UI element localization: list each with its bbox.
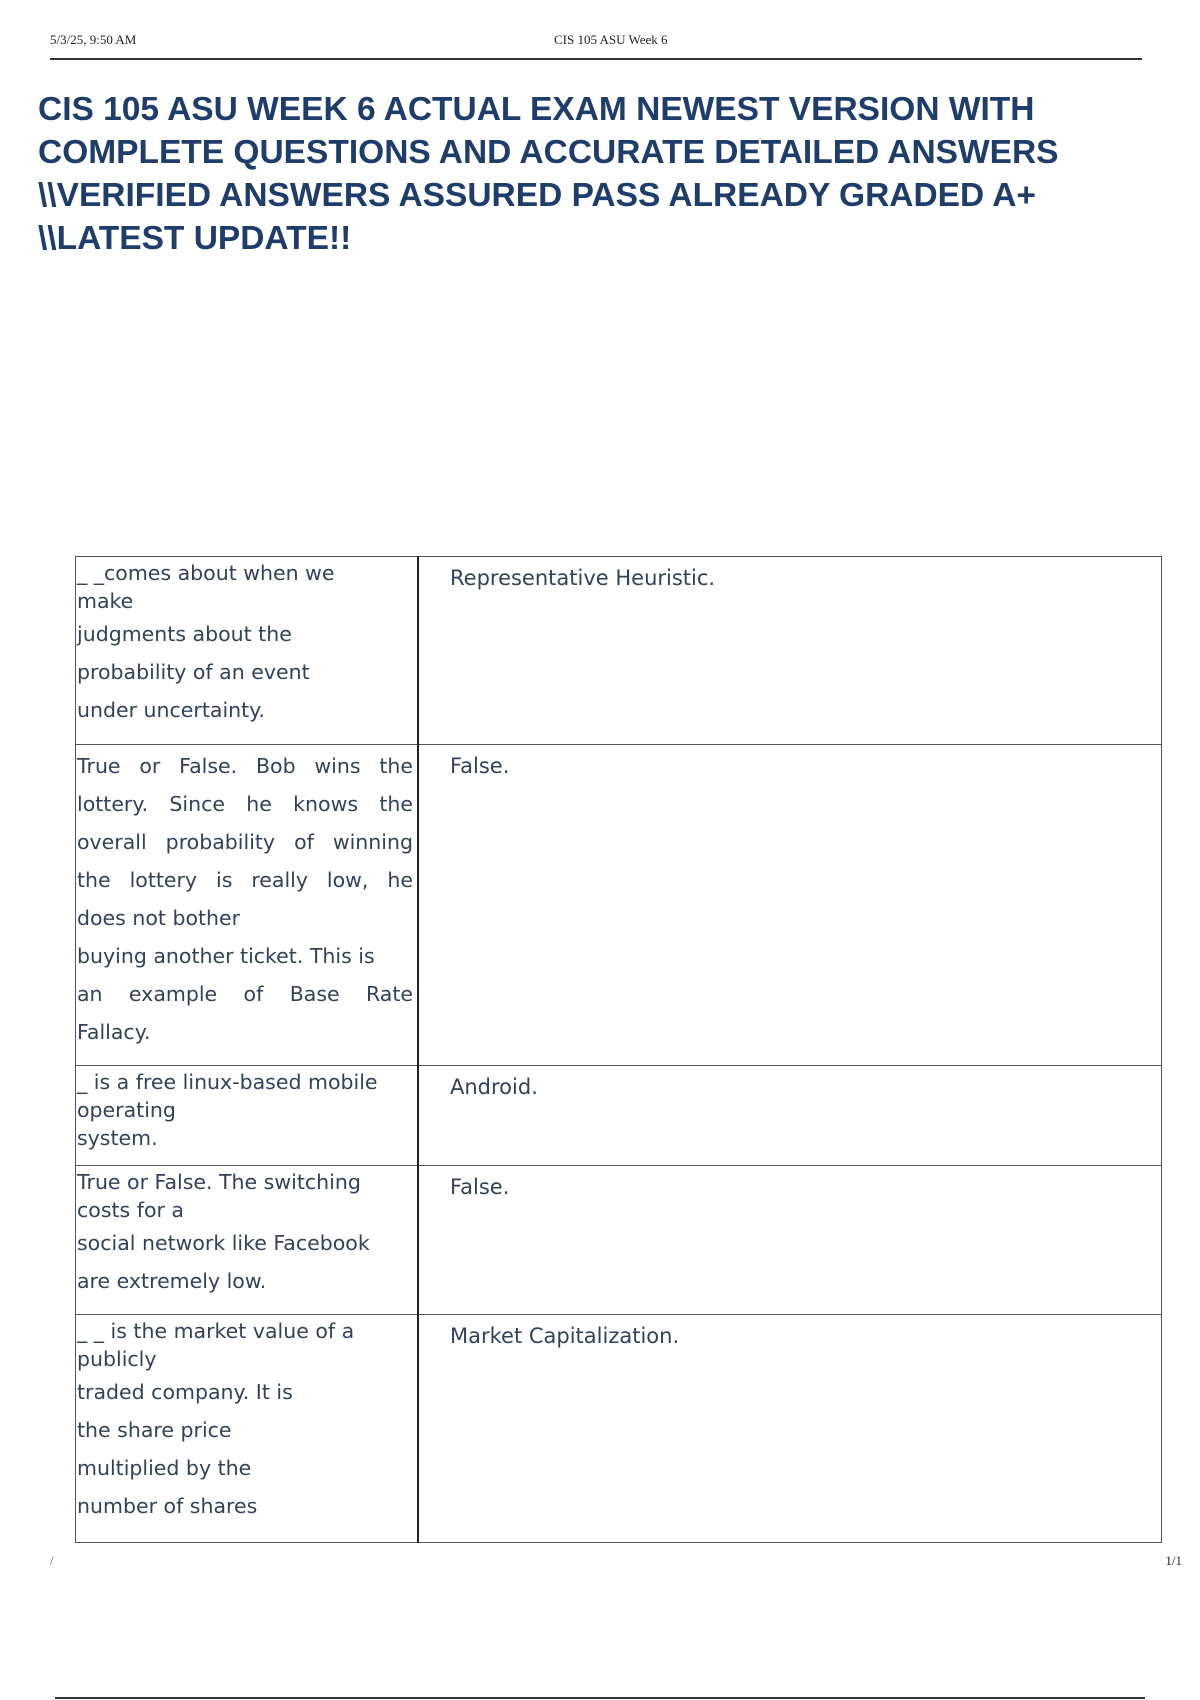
question-line: social network like Facebook bbox=[77, 1231, 370, 1255]
question-line: costs for a bbox=[77, 1198, 184, 1222]
question-line: traded company. It is bbox=[77, 1380, 293, 1404]
question-line: _ _ is the market value of a bbox=[77, 1319, 355, 1343]
question-line: _ _comes about when we bbox=[77, 561, 335, 585]
answer-cell: False. bbox=[418, 745, 1162, 1066]
print-datetime: 5/3/25, 9:50 AM bbox=[50, 32, 137, 47]
answer-cell: Market Capitalization. bbox=[418, 1315, 1162, 1543]
stray-mark: / bbox=[50, 1553, 54, 1568]
question-line: publicly bbox=[77, 1347, 157, 1371]
answer-cell: False. bbox=[418, 1166, 1162, 1315]
print-page-title: CIS 105 ASU Week 6 bbox=[554, 32, 668, 47]
bottom-divider bbox=[55, 1697, 1145, 1699]
question-line: are extremely low. bbox=[77, 1269, 267, 1293]
question-answer-table bbox=[75, 556, 1162, 1543]
table-row bbox=[76, 1166, 1162, 1315]
question-line: multiplied by the bbox=[77, 1456, 252, 1480]
title-line: CIS 105 ASU WEEK 6 ACTUAL EXAM NEWEST VERSION WITH bbox=[38, 91, 1035, 128]
question-line: _ is a free linux-based mobile bbox=[77, 1070, 378, 1094]
question-line: an example of Base Rate bbox=[77, 982, 413, 1006]
question-line: buying another ticket. This is bbox=[77, 944, 375, 968]
question-line: probability of an event bbox=[77, 660, 310, 684]
table-row bbox=[76, 745, 1162, 1066]
answer-cell: Android. bbox=[418, 1066, 1162, 1166]
question-line: lottery. Since he knows the bbox=[77, 792, 413, 816]
question-line: under uncertainty. bbox=[77, 698, 265, 722]
question-cell bbox=[76, 1315, 419, 1543]
page-number: 1/1 bbox=[1165, 1553, 1182, 1568]
document-title bbox=[38, 88, 1168, 260]
question-line: True or False. Bob wins the bbox=[77, 754, 413, 778]
title-line: \\VERIFIED ANSWERS ASSURED PASS ALREADY GRADED A+ bbox=[38, 177, 1036, 214]
question-line: system. bbox=[77, 1126, 158, 1150]
title-line: \\LATEST UPDATE!! bbox=[38, 220, 352, 257]
question-line: Fallacy. bbox=[77, 1020, 151, 1044]
table-row bbox=[76, 1315, 1162, 1543]
question-cell bbox=[76, 557, 419, 745]
answer-cell: Representative Heuristic. bbox=[418, 557, 1162, 745]
question-line: number of shares bbox=[77, 1494, 258, 1518]
table-row bbox=[76, 1066, 1162, 1166]
question-cell bbox=[76, 1066, 419, 1166]
question-line: the share price bbox=[77, 1418, 232, 1442]
question-cell bbox=[76, 1166, 419, 1315]
question-line: operating bbox=[77, 1098, 176, 1122]
question-line: make bbox=[77, 589, 134, 613]
question-line: the lottery is really low, he bbox=[77, 868, 413, 892]
print-header bbox=[50, 30, 1142, 60]
question-line: True or False. The switching bbox=[77, 1170, 361, 1194]
table-row bbox=[76, 557, 1162, 745]
question-line: judgments about the bbox=[77, 622, 292, 646]
question-line: does not bother bbox=[77, 906, 241, 930]
question-cell bbox=[76, 745, 419, 1066]
title-line: COMPLETE QUESTIONS AND ACCURATE DETAILED ANSWERS bbox=[38, 134, 1059, 171]
question-line: overall probability of winning bbox=[77, 830, 413, 854]
